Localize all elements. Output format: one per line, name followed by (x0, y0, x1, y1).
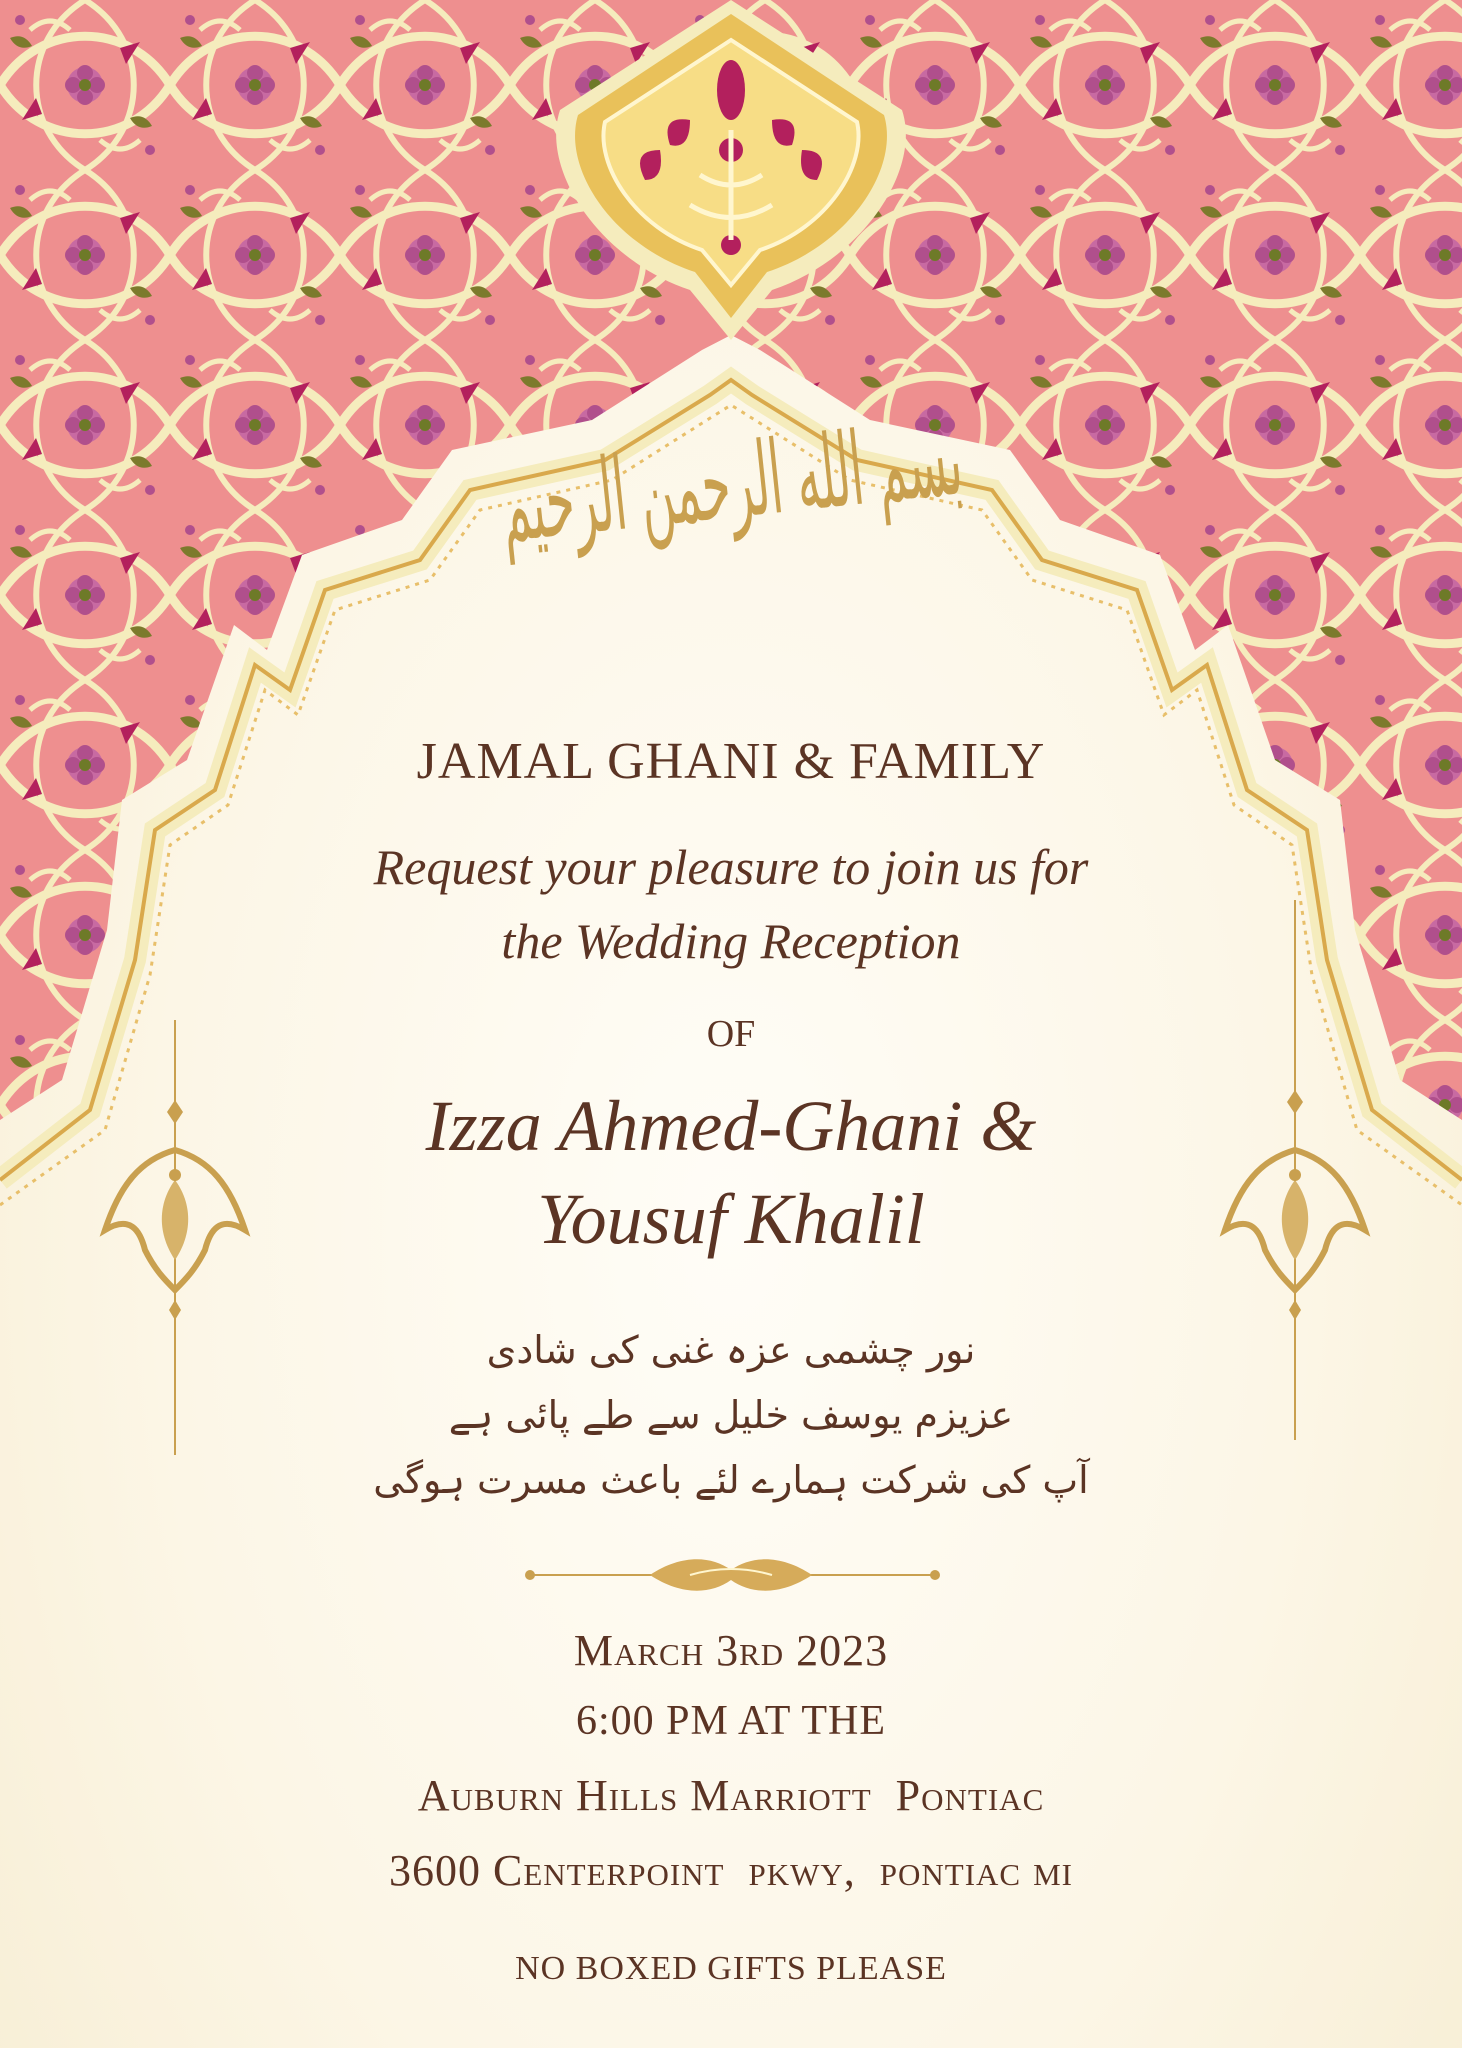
request-line-2: the Wedding Reception (501, 913, 961, 969)
urdu-line-2: عزیزم یوسف خلیل سے طے پائی ہے (448, 1393, 1014, 1437)
urdu-line-3: آپ کی شرکت ہمارے لئے باعث مسرت ہوگی (373, 1458, 1089, 1502)
host-name: JAMAL GHANI & FAMILY (416, 733, 1046, 790)
gift-note: NO BOXED GIFTS PLEASE (515, 1950, 947, 1987)
urdu-line-1: نور چشمی عزہ غنی کی شادی (486, 1328, 976, 1372)
couple-line-1: Izza Ahmed-Ghani & (425, 1086, 1037, 1166)
venue-name: Auburn Hills Marriott Pontiac (417, 1771, 1045, 1820)
calligraphy-text: بسم الله الرحمن الرحيم (494, 398, 968, 566)
venue-address: 3600 Centerpoint pkwy, pontiac mi (389, 1846, 1073, 1895)
of-label: OF (706, 1013, 756, 1055)
couple-line-2: Yousuf Khalil (537, 1179, 925, 1259)
divider-ornament-icon (525, 1559, 940, 1590)
event-time: 6:00 PM AT THE (575, 1698, 886, 1744)
event-date: March 3rd 2023 (573, 1626, 889, 1675)
calligraphy-icon (0, 398, 1462, 566)
request-line-1: Request your pleasure to join us for (373, 839, 1089, 895)
